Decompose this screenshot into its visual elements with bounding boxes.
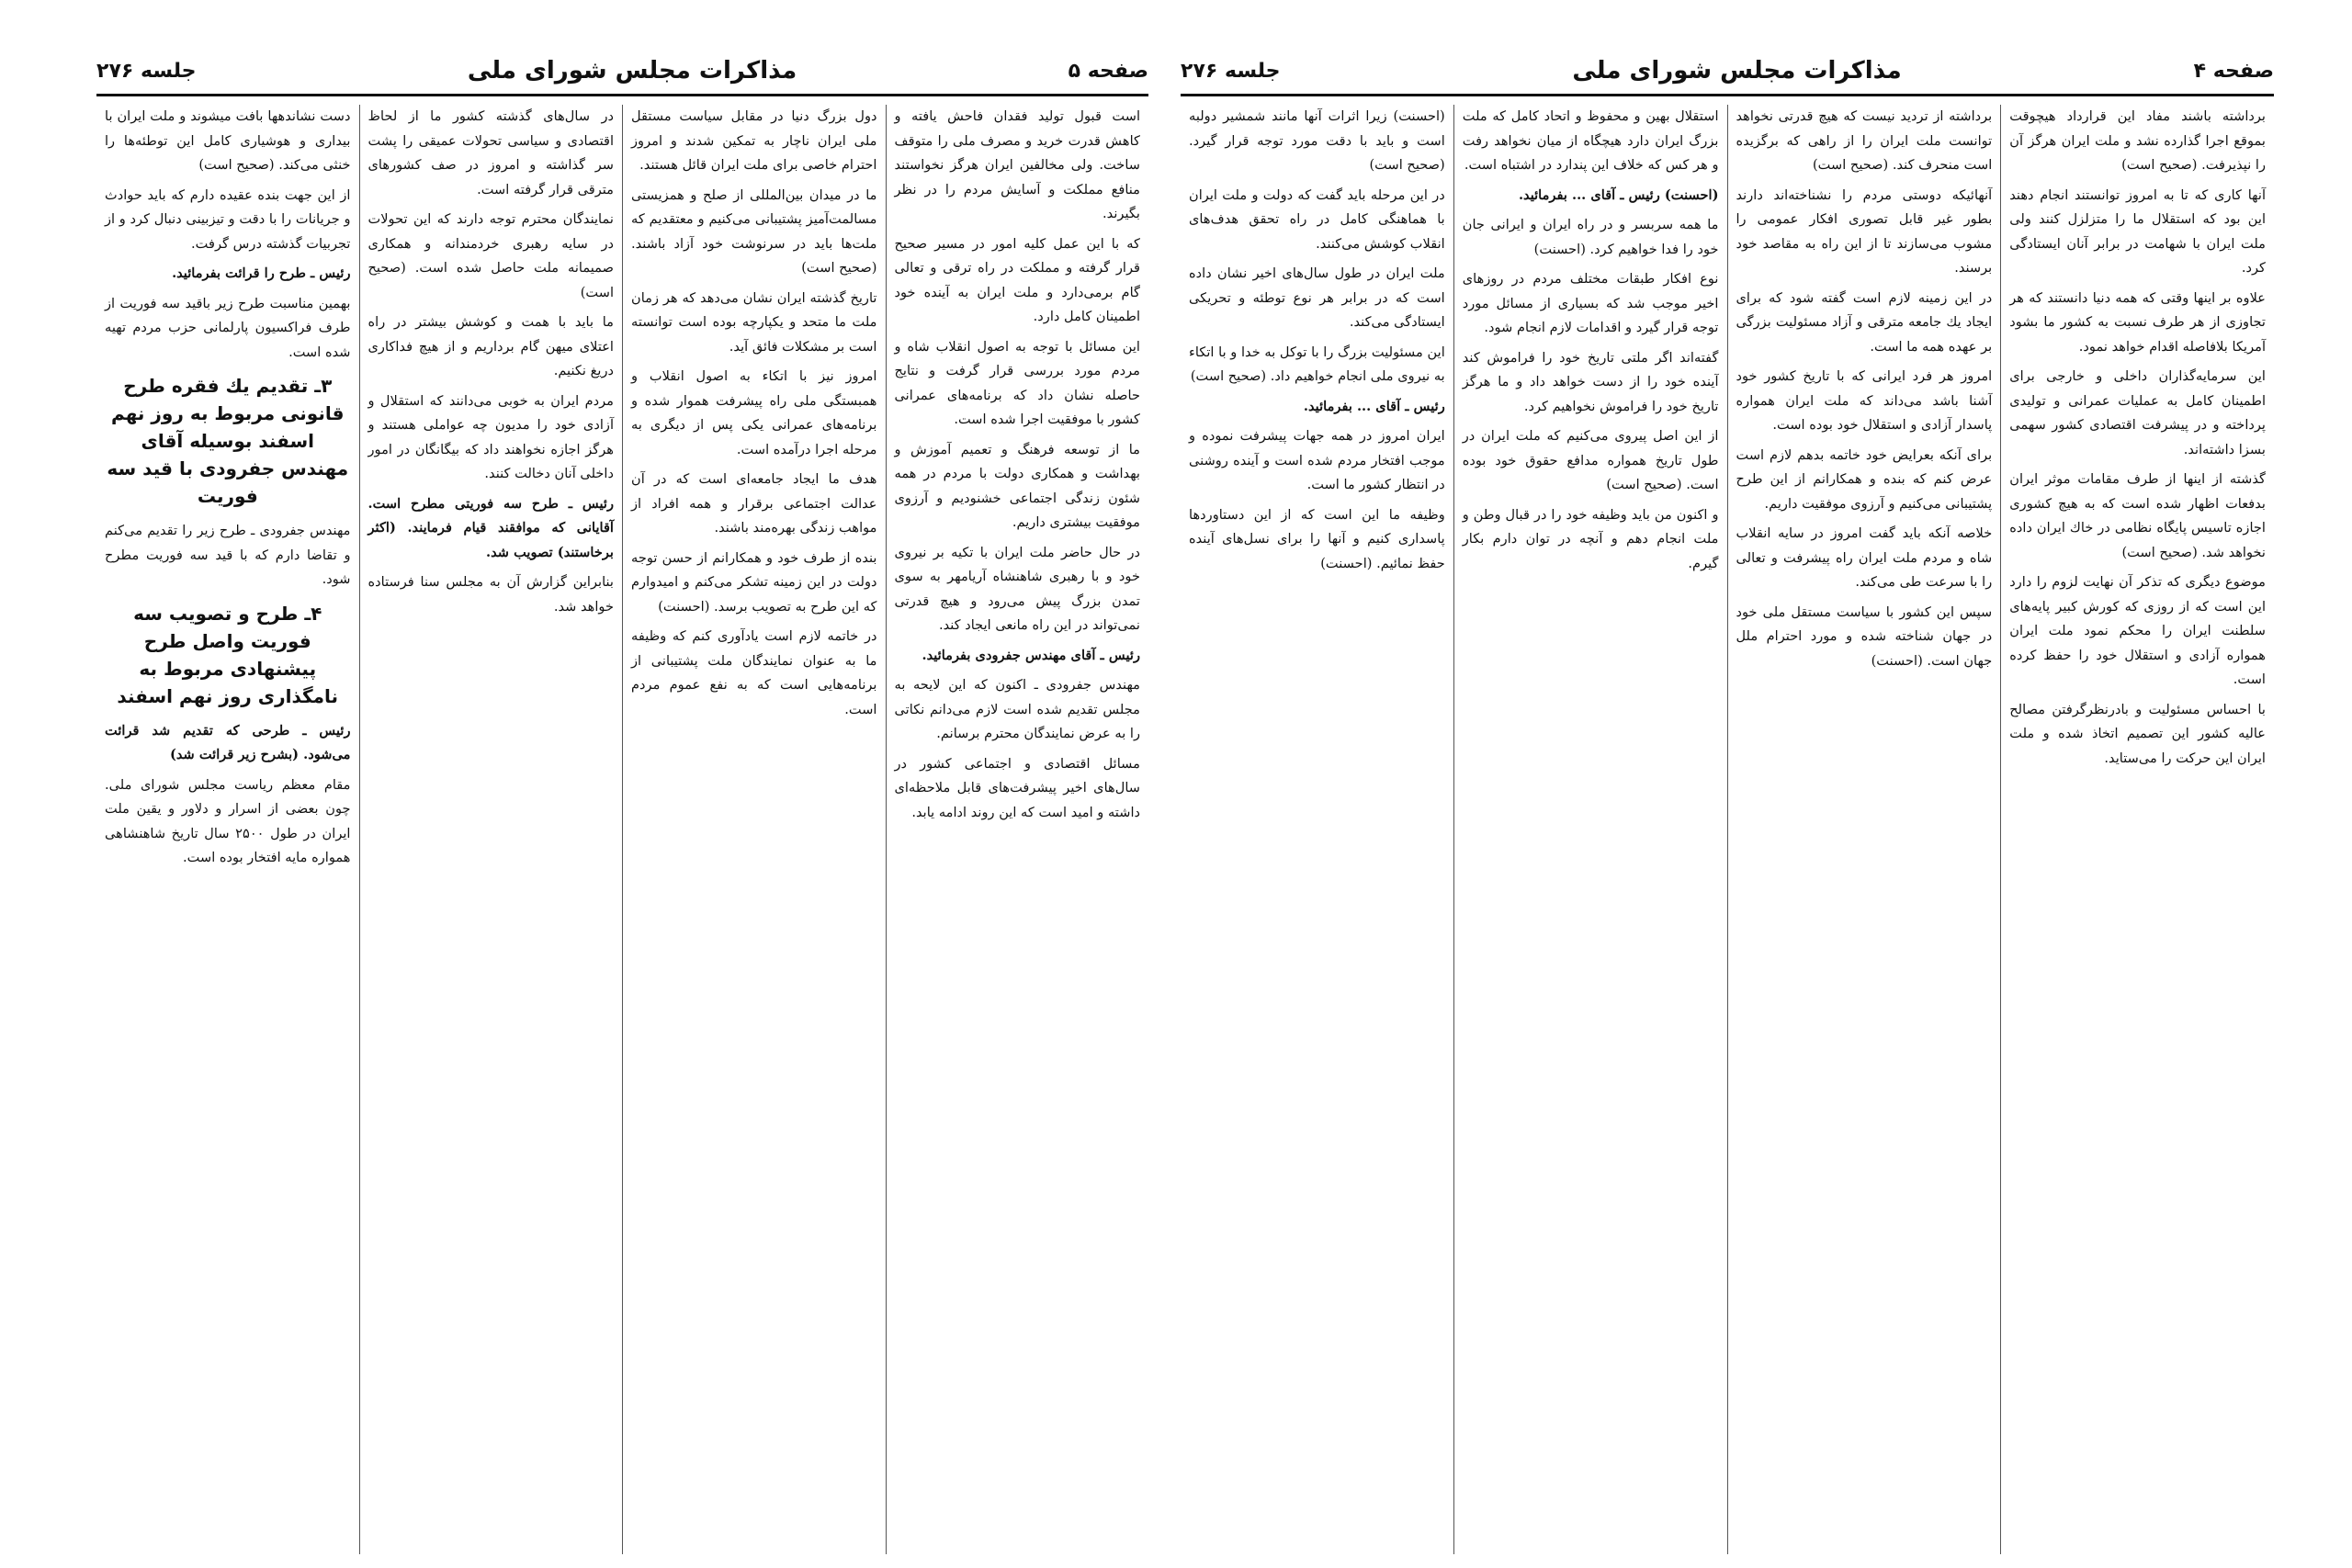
paragraph: وظيفه ما اين است كه از اين دستاوردها پاسداری كنيم و آنها را برای نسل‌های آينده حفظ نمائيم. (احسنت): [1189, 506, 1445, 571]
section-heading: ۳ـ تقديم يك فقره طرح قانونی مربوط به روز نهم اسفند بوسيله آقای مهندس جفرودی با قيد سه فوريت: [107, 375, 349, 507]
right-page-header: [1181, 48, 2274, 96]
text-column: [1727, 105, 2001, 1554]
speaker-line: رئيس ـ طرح سه فوريتی مطرح است. آقايانی كه موافقند قيام فرمايند. (اكثر برخاستند) تصويب شد.: [368, 495, 614, 560]
paragraph: است قبول توليد فقدان فاحش يافته و كاهش قدرت خريد و مصرف ملی را متوقف ساخت. ولی مخالفين ايران هرگز نخواستند منافع مملكت و آسايش مردم را در نظر بگيرند.: [894, 108, 1140, 221]
left-page: [96, 48, 1148, 1554]
paragraph: ما بايد با همت و كوشش بيشتر در راه اعتلای ميهن گام برداريم و از هيچ فداكاری دريغ نكنيم.: [368, 314, 614, 378]
paragraph: بهمين مناسبت طرح زير باقيد سه فوريت از طرف فراكسيون پارلمانی حزب مردم تهيه شده است.: [105, 295, 351, 360]
paragraph: مهندس جفرودی ـ طرح زير را تقديم می‌كنم و تقاضا دارم كه با قيد سه فوريت مطرح شود.: [105, 523, 351, 587]
paragraph: هدف ما ايجاد جامعه‌ای است كه در آن عدالت اجتماعی برقرار و همه افراد از مواهب زندگی بهره‌مند باشند.: [631, 471, 877, 536]
paragraph: كه با اين عمل كليه امور در مسير صحيح قرار گرفته و مملكت در راه ترقی و تعالی گام برمی‌دارد و ملت ايران به آينده خود اطمينان كامل دارد.: [894, 235, 1140, 324]
paragraph: اين مسئوليت بزرگ را با توكل به خدا و با اتكاء به نيروی ملی انجام خواهيم داد. (صحيح است): [1189, 344, 1445, 384]
page-number: صفحه ۵: [1068, 59, 1148, 83]
section-heading: ۴ـ طرح و تصويب سه فوريت واصل طرح پيشنهادی مربوط به نامگذاری روز نهم اسفند: [117, 602, 339, 707]
text-column: [886, 105, 1149, 1554]
right-page-columns: [1181, 105, 2274, 1554]
speaker-line: رئيس ـ طرحی كه تقديم شد قرائت می‌شود. (بشرح زير قرائت شد): [105, 722, 351, 762]
page-title: مذاكرات مجلس شورای ملی: [1572, 57, 1902, 85]
paragraph: مهندس جفرودی ـ اكنون كه اين لايحه به مجلس تقديم شده است لازم می‌دانم نكاتی را به عرض نمايندگان محترم برسانم.: [894, 677, 1140, 741]
paragraph: دول بزرگ دنيا در مقابل سياست مستقل ملی ايران ناچار به تمكين شدند و امروز احترام خاصی برای ملت ايران قائل هستند.: [631, 108, 877, 173]
text-column: [96, 105, 359, 1554]
paragraph: از اين اصل پيروی می‌كنيم كه ملت ايران در طول تاريخ همواره مدافع حقوق خود بوده است. (صحيح است): [1462, 428, 1719, 492]
paragraph: ايران امروز در همه جهات پيشرفت نموده و موجب افتخار مردم شده است و آينده روشنی در انتظار كشور ما است.: [1189, 428, 1445, 492]
text-column: [1181, 105, 1453, 1554]
paragraph: نوع افكار طبقات مختلف مردم در روزهای اخير موجب شد كه بسياری از مسائل مورد توجه قرار گيرد و اقدامات لازم انجام شود.: [1462, 271, 1719, 335]
paragraph: در حال حاضر ملت ايران با تكيه بر نيروی خود و با رهبری شاهنشاه آريامهر به سوی تمدن بزرگ پيش می‌رود و هيچ قدرتی نمی‌تواند در اين راه مانعی ايجاد كند.: [894, 544, 1140, 633]
left-page-columns: [96, 105, 1148, 1554]
paragraph: علاوه بر اينها وقتی كه همه دنيا دانستند كه هر تجاوزی از هر طرف نسبت به كشور ما بشود آمريكا بلافاصله اقدام خواهد نمود.: [2009, 289, 2266, 355]
paragraph: ما همه سربسر و در راه ايران و ايرانی جان خود را فدا خواهيم كرد. (احسنت): [1462, 217, 1719, 257]
text-column: [359, 105, 623, 1554]
paragraph: گفته‌اند اگر ملتی تاريخ خود را فراموش كند آينده خود را از دست خواهد داد و ما هرگز تاريخ خود را فراموش نخواهيم كرد.: [1462, 349, 1719, 414]
session-number: جلسه ۲۷۶: [96, 59, 197, 83]
paragraph: امروز هر فرد ايرانی كه با تاريخ كشور خود آشنا باشد می‌داند كه ملت ايران همواره پاسدار آزادی و استقلال خود بوده است.: [1736, 368, 1993, 433]
paragraph: برداشته باشند مفاد اين قرارداد هيچوقت بموقع اجرا گذارده نشد و ملت ايران هرگز آن را نپذيرفت. (صحيح است): [2009, 108, 2266, 173]
paragraph: نمايندگان محترم توجه دارند كه اين تحولات در سايه رهبری خردمندانه و همكاری صميمانه ملت حاصل شده است. (صحيح است): [368, 211, 614, 300]
paragraph: برداشته از ترديد نيست كه هيچ قدرتی نخواهد توانست ملت ايران را از راهی كه برگزيده است منحرف كند. (صحيح است): [1736, 108, 1993, 173]
paragraph: خلاصه آنكه بايد گفت امروز در سايه انقلاب شاه و مردم ملت ايران راه پيشرفت و تعالی را با سرعت طی می‌كند.: [1736, 525, 1993, 590]
paragraph: ملت ايران در طول سال‌های اخير نشان داده است كه در برابر هر نوع توطئه و تحريكی ايستادگی می‌كند.: [1189, 265, 1445, 330]
paragraph: دست نشاندهها بافت میشوند و ملت ايران با بيداری و هوشياری كامل اين توطئه‌ها را خنثی می‌كند. (صحيح است): [105, 108, 351, 173]
paragraph: گذشته از اينها از طرف مقامات موثر ايران بدفعات اظهار شده است كه به هيچ كشوری اجازه تاسيس پايگاه نظامی در خاك ايران داده نخواهد شد. (صحيح است): [2009, 471, 2266, 560]
paragraph: ما از توسعه فرهنگ و تعميم آموزش و بهداشت و همكاری دولت با مردم در همه شئون زندگی اجتماعی خشنودیم و آرزوی موفقيت بيشتری داريم.: [894, 441, 1140, 530]
paragraph: امروز نيز با اتكاء به اصول انقلاب و همبستگی ملی راه پيشرفت هموار شده و برنامه‌های عمرانی يكی پس از ديگری به مرحله اجرا درآمده است.: [631, 368, 877, 457]
paragraph: در اين زمينه لازم است گفته شود كه برای ايجاد يك جامعه مترقی و آزاد مسئوليت بزرگی بر عهده همه ما است.: [1736, 289, 1993, 355]
text-column: [622, 105, 886, 1554]
paragraph: با احساس مسئوليت و بادرنظرگرفتن مصالح عاليه كشور اين تصميم اتخاذ شده و ملت ايران اين حركت را می‌ستايد.: [2009, 701, 2266, 766]
paragraph: بنابراين گزارش آن به مجلس سنا فرستاده خواهد شد.: [368, 574, 614, 615]
paragraph: (احسنت) زيرا اثرات آنها مانند شمشير دولبه است و بايد با دقت مورد توجه قرار گيرد. (صحيح است): [1189, 108, 1445, 173]
paragraph: برای آنكه بعرايض خود خاتمه بدهم لازم است عرض كنم كه بنده و همكارانم از اين طرح پشتيبانی می‌كنيم و آرزوی موفقيت داريم.: [1736, 446, 1993, 512]
speaker-line: (احسنت) رئيس ـ آقای ... بفرمائيد.: [1518, 186, 1719, 203]
page-number: صفحه ۴: [2193, 59, 2274, 83]
paragraph: ما در ميدان بين‌المللی از صلح و همزيستی مسالمت‌آميز پشتيبانی می‌كنيم و معتقديم كه ملت‌ها بايد در سرنوشت خود آزاد باشند. (صحيح است): [631, 186, 877, 276]
paragraph: مردم ايران به خوبی می‌دانند كه استقلال و آزادی خود را مديون چه عواملی هستند و هرگز اجازه نخواهند داد كه بيگانگان در امور داخلی آنان دخالت كنند.: [368, 392, 614, 481]
paragraph: آنها كاری كه تا به امروز توانستند انجام دهند اين بود كه استقلال ما را متزلزل كنند ولی ملت ايران با شهامت در برابر آنان ايستادگی كرد.: [2009, 186, 2266, 276]
paragraph: در خاتمه لازم است يادآوری كنم كه وظيفه ما به عنوان نمايندگان ملت پشتيبانی از برنامه‌هايی است كه به نفع عموم مردم است.: [631, 628, 877, 717]
right-page: [1181, 48, 2274, 1554]
speaker-line: رئيس ـ آقای ... بفرمائيد.: [1303, 398, 1445, 414]
speaker-line: رئيس ـ طرح را قرائت بفرمائيد.: [172, 265, 351, 281]
paragraph: استقلال بهين و محفوظ و اتحاد كامل كه ملت بزرگ ايران دارد هيچگاه از ميان نخواهد رفت و هر كس كه خلاف اين پندارد در اشتباه است.: [1462, 108, 1719, 173]
paragraph: در سال‌های گذشته كشور ما از لحاظ اقتصادی و سياسی تحولات عميقی را پشت سر گذاشته و امروز در صف كشورهای مترقی قرار گرفته است.: [368, 108, 614, 197]
paragraph: از اين جهت بنده عقيده دارم كه بايد حوادث و جريانات را با دقت و تيزبينی دنبال كرد و از تجربيات گذشته درس گرفت.: [105, 186, 351, 252]
speaker-line: رئيس ـ آقای مهندس جفرودی بفرمائيد.: [922, 647, 1140, 663]
page-title: مذاکرات مجلس شورای ملی: [467, 57, 797, 85]
paragraph: آنهائيكه دوستی مردم را نشناخته‌اند دارند بطور غير قابل تصوری افكار عمومی را مشوب می‌سازند تا از اين راه به مقاصد خود برسند.: [1736, 186, 1993, 276]
paragraph: مقام معظم رياست مجلس شورای ملی. چون بعضی از اسرار و دلاور و يقين ملت ايران در طول ۲۵۰۰ سال تاريخ شاهنشاهی همواره مایه افتخار بوده است.: [105, 776, 351, 865]
paragraph: مسائل اقتصادی و اجتماعی كشور در سال‌های اخير پيشرفت‌های قابل ملاحظه‌ای داشته و اميد است كه اين روند ادامه يابد.: [894, 755, 1140, 820]
paragraph: موضوع ديگری كه تذكر آن نهايت لزوم را دارد اين است كه از روزی كه كورش كبير پايه‌های سلطنت ايران را محكم نمود ملت ايران همواره آزادی و استقلال خود را حفظ كرده است.: [2009, 574, 2266, 687]
text-column: [1453, 105, 1727, 1554]
paragraph: سپس اين كشور با سياست مستقل ملی خود در جهان شناخته شده و مورد احترام ملل جهان است. (احسنت): [1736, 604, 1993, 669]
session-number: جلسه ۲۷۶: [1181, 59, 1281, 83]
paragraph: در اين مرحله بايد گفت كه دولت و ملت ايران با هماهنگی كامل در راه تحقق هدف‌های انقلاب كوشش می‌كنند.: [1189, 186, 1445, 252]
left-page-header: [96, 48, 1148, 96]
paragraph: اين مسائل با توجه به اصول انقلاب شاه و مردم مورد بررسی قرار گرفت و نتايج حاصله نشان داد كه برنامه‌های عمرانی كشور با موفقيت اجرا شده است.: [894, 338, 1140, 427]
paragraph: و اكنون من بايد وظيفه خود را در قبال وطن و ملت انجام دهم و آنچه در توان دارم بكار گيرم.: [1462, 506, 1719, 571]
text-column: [2000, 105, 2274, 1554]
paragraph: اين سرمايه‌گذاران داخلی و خارجی برای اطمينان كامل به عمليات عمرانی و توليدی پرداخته و در پيشرفت اقتصادی كشور سهمی بسزا داشته‌اند.: [2009, 368, 2266, 457]
paragraph: تاريخ گذشته ايران نشان می‌دهد كه هر زمان ملت ما متحد و يكپارچه بوده است توانسته است بر مشكلات فائق آيد.: [631, 289, 877, 355]
paragraph: بنده از طرف خود و همكارانم از حسن توجه دولت در اين زمينه تشكر می‌كنم و اميدوارم كه اين طرح به تصويب برسد. (احسنت): [631, 549, 877, 615]
